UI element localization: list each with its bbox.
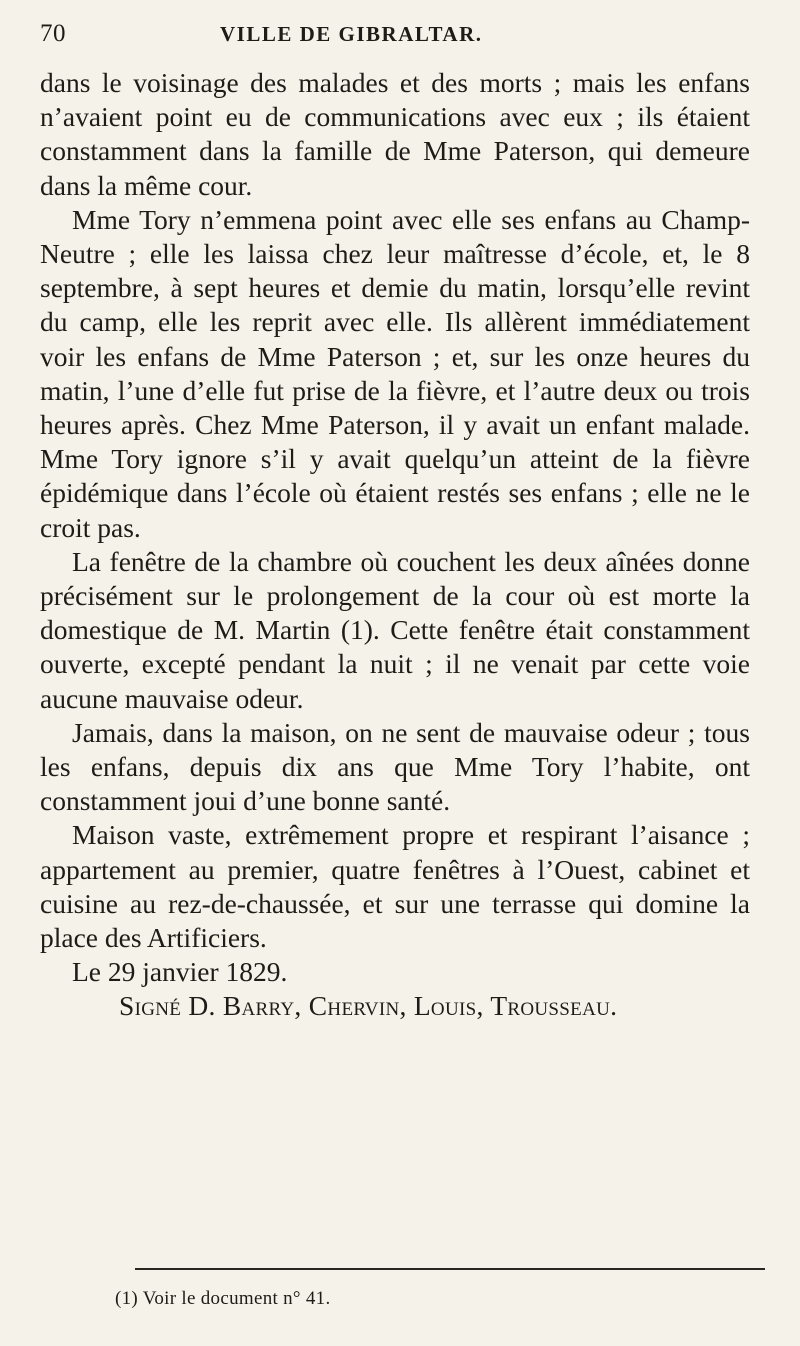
paragraph-4: Jamais, dans la maison, on ne sent de mauvaise odeur ; tous les enfans, depuis dix ans que Mme Tory l’habite, ont constamment joui d’une bonne santé. [40,716,750,817]
signoff-date: Le 29 janvier 1829. [72,956,288,988]
body-text [40,66,750,1024]
signature-line: Signé D. Barry, Chervin, Louis, Trousseau. [119,990,618,1022]
footnote: (1) Voir le document n° 41. [115,1288,331,1309]
paragraph-3: La fenêtre de la chambre où couchent les deux aînées donne précisément sur le prolongement de la cour où est morte la domestique de M. Martin (1). Cette fenêtre était constamment ouverte, excepté pendant la nuit ; il ne venait par cette voie aucune mauvaise odeur. [40,545,750,714]
page-header [40,20,760,56]
footnote-rule [135,1268,765,1270]
paragraph-2: Mme Tory n’emmena point avec elle ses enfans au Champ-Neutre ; elle les laissa chez leur maîtresse d’école, et, le 8 septembre, à sept heures et demie du matin, lorsqu’elle revint du camp, elle les reprit avec elle. Ils allèrent immédiatement voir les enfans de Mme Paterson ; et, sur les onze heures du matin, l’une d’elle fut prise de la fièvre, et l’autre deux ou trois heures après. Chez Mme Paterson, il y avait un enfant malade. Mme Tory ignore s’il y avait quelqu’un atteint de la fièvre épidémique dans l’école où étaient restés ses enfans ; elle ne le croit pas. [40,203,750,543]
paragraph-5: Maison vaste, extrêmement propre et respirant l’aisance ; appartement au premier, quatre fenêtres à l’Ouest, cabinet et cuisine au rez-de-chaussée, et sur une terrasse qui domine la place des Artificiers. [40,819,750,954]
running-title: VILLE DE GIBRALTAR. [220,22,483,46]
paragraph-1: dans le voisinage des malades et des morts ; mais les enfans n’avaient point eu de communications avec eux ; ils étaient constamment dans la famille de Mme Paterson, qui demeure dans la même cour. [40,67,750,201]
page-number: 70 [40,20,66,47]
